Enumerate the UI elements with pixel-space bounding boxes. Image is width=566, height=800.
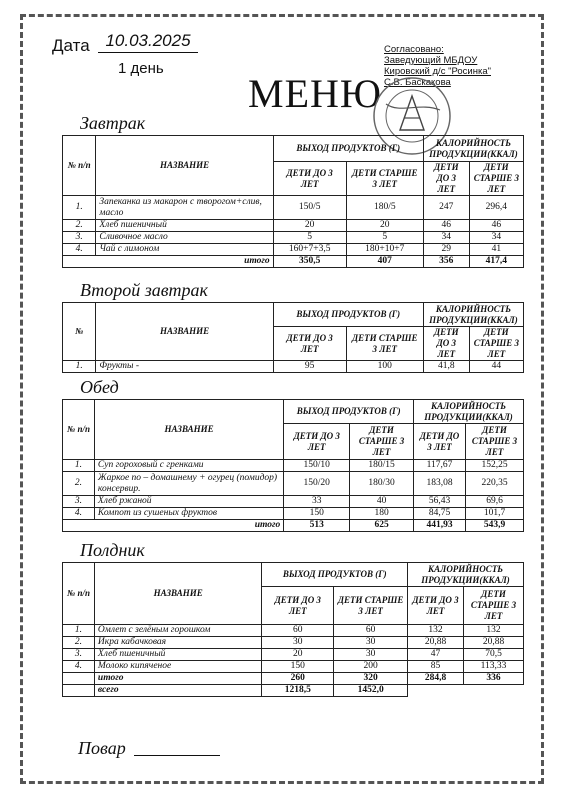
row-num: 1.: [63, 460, 95, 472]
row-num: 3.: [63, 232, 96, 244]
col-under3-header: ДЕТИ ДО 3 ЛЕТ: [408, 587, 464, 625]
col-over3-header: ДЕТИ СТАРШЕ 3 ЛЕТ: [346, 162, 423, 196]
grand-output-over3: 1452,0: [334, 685, 408, 697]
kcal-over3: 20,88: [464, 637, 524, 649]
dish-name: Сливочное масло: [96, 232, 273, 244]
output-over3: 180: [350, 508, 414, 520]
kcal-over3: 34: [469, 232, 523, 244]
col-name-header: НАЗВАНИЕ: [94, 563, 261, 625]
dish-name: Чай с лимоном: [96, 244, 273, 256]
output-under3: 95: [273, 361, 346, 373]
total-output-over3: 320: [334, 673, 408, 685]
total-output-under3: 350,5: [273, 256, 346, 268]
table-row: [63, 661, 524, 673]
row-num: 2.: [63, 637, 95, 649]
kcal-under3: 132: [408, 625, 464, 637]
kcal-over3: 69,6: [466, 496, 524, 508]
output-under3: 150: [284, 508, 350, 520]
table-row: [63, 460, 524, 472]
dish-name: Фрукты -: [96, 361, 273, 373]
col-num-header: № п/п: [63, 563, 95, 625]
kcal-under3: 84,75: [414, 508, 466, 520]
table-row: [63, 472, 524, 496]
kcal-over3: 41: [469, 244, 523, 256]
total-kcal-over3: 543,9: [466, 520, 524, 532]
table-row: [63, 496, 524, 508]
date-value: 10.03.2025: [98, 31, 198, 53]
dish-name: Компот из сушеных фруктов: [94, 508, 283, 520]
kcal-under3: 20,88: [408, 637, 464, 649]
approval-line: С.В. Баскакова: [384, 77, 451, 88]
col-name-header: НАЗВАНИЕ: [94, 400, 283, 460]
row-num: 4.: [63, 661, 95, 673]
col-under3-header: ДЕТИ ДО 3 ЛЕТ: [414, 424, 466, 460]
afternoon-snack-table: [62, 562, 524, 697]
kcal-over3: 46: [469, 220, 523, 232]
col-num-header: № п/п: [63, 136, 96, 196]
output-over3: 30: [334, 637, 408, 649]
total-kcal-over3: 417,4: [469, 256, 523, 268]
kcal-under3: 247: [423, 196, 469, 220]
total-output-under3: 260: [262, 673, 334, 685]
output-over3: 180/15: [350, 460, 414, 472]
col-over3-header: ДЕТИ СТАРШЕ 3 ЛЕТ: [464, 587, 524, 625]
dish-name: Хлеб ржаной: [94, 496, 283, 508]
row-num: 1.: [63, 196, 96, 220]
total-output-under3: 513: [284, 520, 350, 532]
dish-name: Хлеб пшеничный: [94, 649, 261, 661]
grand-output-under3: 1218,5: [262, 685, 334, 697]
kcal-under3: 183,08: [414, 472, 466, 496]
table-row: [63, 244, 524, 256]
col-output-header: ВЫХОД ПРОДУКТОВ (Г): [284, 400, 414, 424]
output-under3: 20: [273, 220, 346, 232]
col-output-header: ВЫХОД ПРОДУКТОВ (Г): [262, 563, 408, 587]
output-under3: 20: [262, 649, 334, 661]
kcal-under3: 41,8: [423, 361, 469, 373]
section-title-afternoon-snack: Полдник: [80, 540, 145, 560]
output-over3: 100: [346, 361, 423, 373]
col-under3-header: ДЕТИ ДО 3 ЛЕТ: [262, 587, 334, 625]
row-num: 4.: [63, 244, 96, 256]
output-over3: 200: [334, 661, 408, 673]
approval-line: Заведующий МБДОУ: [384, 55, 478, 66]
kcal-over3: 220,35: [466, 472, 524, 496]
col-under3-header: ДЕТИ ДО 3 ЛЕТ: [284, 424, 350, 460]
table-row: [63, 232, 524, 244]
total-label: итого: [63, 520, 284, 532]
kcal-over3: 113,33: [464, 661, 524, 673]
col-calories-header: КАЛОРИЙНОСТЬ ПРОДУКЦИИ(ККАЛ): [414, 400, 524, 424]
output-under3: 160+7+3,5: [273, 244, 346, 256]
output-under3: 150/5: [273, 196, 346, 220]
table-row: [63, 361, 524, 373]
total-row: [63, 520, 524, 532]
row-num: 2.: [63, 220, 96, 232]
grand-total-label: всего: [94, 685, 261, 697]
dish-name: Омлет с зелёным горошком: [94, 625, 261, 637]
section-title-second-breakfast: Второй завтрак: [80, 280, 208, 300]
table-row: [63, 196, 524, 220]
kcal-over3: 44: [469, 361, 523, 373]
total-row: [63, 673, 524, 685]
row-num: 4.: [63, 508, 95, 520]
output-over3: 5: [346, 232, 423, 244]
col-over3-header: ДЕТИ СТАРШЕ 3 ЛЕТ: [469, 162, 523, 196]
day-label: 1 день: [118, 60, 164, 77]
total-output-over3: 625: [350, 520, 414, 532]
kcal-over3: 70,5: [464, 649, 524, 661]
approval-line: Согласовано:: [384, 44, 444, 55]
kcal-over3: 296,4: [469, 196, 523, 220]
kcal-over3: 132: [464, 625, 524, 637]
col-over3-header: ДЕТИ СТАРШЕ 3 ЛЕТ: [469, 327, 523, 361]
kcal-under3: 56,43: [414, 496, 466, 508]
col-name-header: НАЗВАНИЕ: [96, 136, 273, 196]
table-row: [63, 508, 524, 520]
col-under3-header: ДЕТИ ДО 3 ЛЕТ: [423, 162, 469, 196]
date-label: Дата: [52, 36, 90, 55]
col-calories-header: КАЛОРИЙНОСТЬ ПРОДУКЦИИ(ККАЛ): [408, 563, 524, 587]
total-output-over3: 407: [346, 256, 423, 268]
section-title-lunch: Обед: [80, 377, 119, 397]
kcal-under3: 34: [423, 232, 469, 244]
row-num: 1.: [63, 361, 96, 373]
total-label: итого: [94, 673, 261, 685]
output-over3: 40: [350, 496, 414, 508]
section-title-breakfast: Завтрак: [80, 113, 146, 133]
dish-name: Молоко кипяченое: [94, 661, 261, 673]
dish-name: Жаркое по – домашнему + огурец (помидор) консервир.: [94, 472, 283, 496]
col-calories-header: КАЛОРИЙНОСТЬ ПРОДУКЦИИ(ККАЛ): [423, 136, 523, 162]
output-over3: 60: [334, 625, 408, 637]
col-over3-header: ДЕТИ СТАРШЕ 3 ЛЕТ: [466, 424, 524, 460]
table-row: [63, 637, 524, 649]
output-under3: 5: [273, 232, 346, 244]
col-output-header: ВЫХОД ПРОДУКТОВ (Г): [273, 303, 423, 327]
lunch-table: [62, 399, 524, 532]
grand-total-row: [63, 685, 524, 697]
output-under3: 150/10: [284, 460, 350, 472]
row-num: 3.: [63, 496, 95, 508]
total-kcal-under3: 356: [423, 256, 469, 268]
output-over3: 30: [334, 649, 408, 661]
total-label: итого: [63, 256, 274, 268]
total-kcal-under3: 284,8: [408, 673, 464, 685]
row-num: 1.: [63, 625, 95, 637]
total-kcal-over3: 336: [464, 673, 524, 685]
page-title: МЕНЮ: [248, 71, 382, 116]
approval-line: Кировский д/с "Росинка": [384, 66, 491, 77]
kcal-over3: 101,7: [466, 508, 524, 520]
output-under3: 33: [284, 496, 350, 508]
col-calories-header: КАЛОРИЙНОСТЬ ПРОДУКЦИИ(ККАЛ): [423, 303, 523, 327]
output-under3: 30: [262, 637, 334, 649]
total-row: [63, 256, 524, 268]
kcal-over3: 152,25: [466, 460, 524, 472]
dish-name: Суп гороховый с гренками: [94, 460, 283, 472]
kcal-under3: 29: [423, 244, 469, 256]
dish-name: Запеканка из макарон с творогом+слив, масло: [96, 196, 273, 220]
col-over3-header: ДЕТИ СТАРШЕ 3 ЛЕТ: [334, 587, 408, 625]
second-breakfast-table: [62, 302, 524, 373]
col-under3-header: ДЕТИ ДО 3 ЛЕТ: [273, 327, 346, 361]
output-over3: 180+10+7: [346, 244, 423, 256]
col-output-header: ВЫХОД ПРОДУКТОВ (Г): [273, 136, 423, 162]
col-over3-header: ДЕТИ СТАРШЕ 3 ЛЕТ: [350, 424, 414, 460]
col-under3-header: ДЕТИ ДО 3 ЛЕТ: [423, 327, 469, 361]
output-under3: 150: [262, 661, 334, 673]
col-num-header: №: [63, 303, 96, 361]
output-over3: 20: [346, 220, 423, 232]
row-num: 3.: [63, 649, 95, 661]
col-name-header: НАЗВАНИЕ: [96, 303, 273, 361]
kcal-under3: 85: [408, 661, 464, 673]
row-num: 2.: [63, 472, 95, 496]
output-over3: 180/30: [350, 472, 414, 496]
table-row: [63, 649, 524, 661]
kcal-under3: 46: [423, 220, 469, 232]
col-num-header: № п/п: [63, 400, 95, 460]
col-under3-header: ДЕТИ ДО 3 ЛЕТ: [273, 162, 346, 196]
total-kcal-under3: 441,93: [414, 520, 466, 532]
kcal-under3: 47: [408, 649, 464, 661]
table-row: [63, 220, 524, 232]
kcal-under3: 117,67: [414, 460, 466, 472]
output-under3: 60: [262, 625, 334, 637]
dish-name: Хлеб пшеничный: [96, 220, 273, 232]
output-under3: 150/20: [284, 472, 350, 496]
table-row: [63, 625, 524, 637]
col-over3-header: ДЕТИ СТАРШЕ 3 ЛЕТ: [346, 327, 423, 361]
breakfast-table: [62, 135, 524, 268]
output-over3: 180/5: [346, 196, 423, 220]
cook-label: Повар: [78, 738, 126, 758]
cook-signature-line: [134, 755, 220, 756]
dish-name: Икра кабачковая: [94, 637, 261, 649]
